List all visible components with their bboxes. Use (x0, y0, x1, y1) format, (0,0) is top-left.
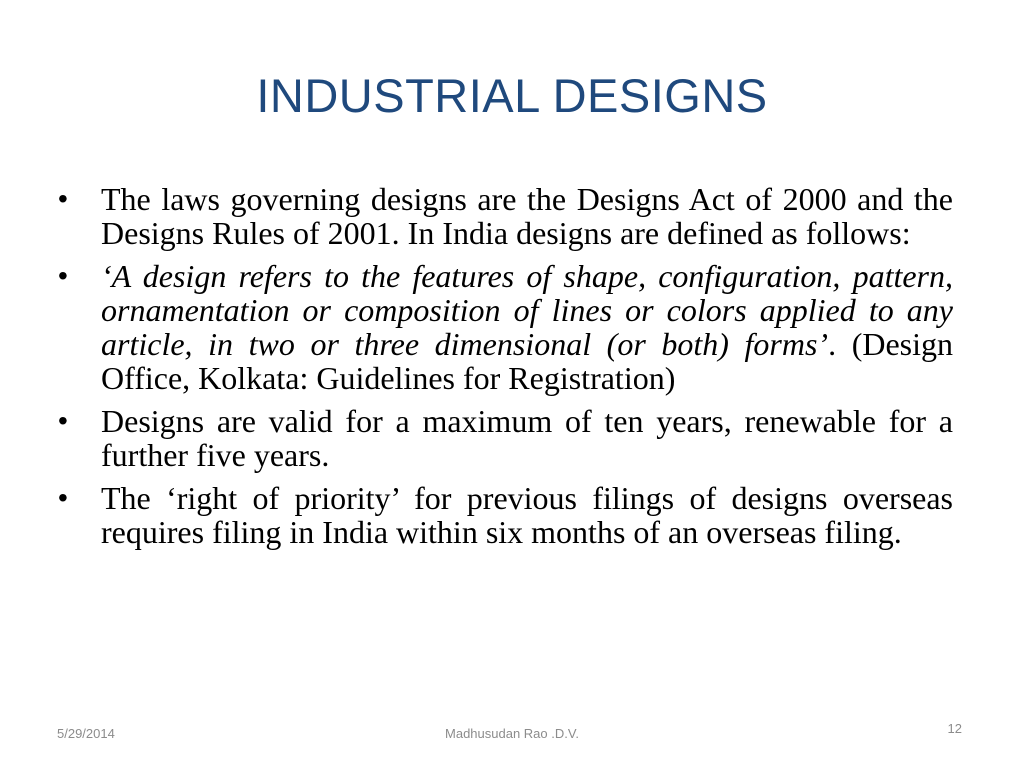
slide-title: INDUSTRIAL DESIGNS (256, 69, 768, 122)
slide-number: 12 (947, 721, 962, 736)
bullet-icon: • (58, 482, 68, 513)
bullet-item-validity (58, 404, 953, 472)
bullet-icon: • (58, 405, 68, 436)
footer-author: Madhusudan Rao .D.V. (445, 726, 579, 741)
design-definition-source: . (Design Office, Kolkata: Guidelines for Registration) (101, 326, 954, 396)
bullet-text: The laws governing designs are the Designs Act of 2000 and the Designs Rules of 2001. In India designs are defined as follows: (101, 181, 953, 251)
footer-date: 5/29/2014 (57, 726, 115, 741)
bullet-icon: • (58, 260, 68, 291)
bullet-text: The ‘right of priority’ for previous filings of designs overseas requires filing in India within six months of an overseas filing. (101, 480, 953, 550)
bullet-item-right-of-priority (58, 481, 953, 549)
bullet-list (58, 182, 953, 558)
design-definition-quote: ‘A design refers to the features of shape, configuration, pattern, ornamentation or composition of lines or colors applied to any article, in two or three dimensional (or both) forms’ (101, 258, 953, 362)
bullet-item-design-definition (58, 259, 953, 395)
bullet-icon: • (58, 183, 68, 214)
bullet-text: Designs are valid for a maximum of ten years, renewable for a further five years. (101, 403, 953, 473)
bullet-item-designs-act (58, 182, 953, 250)
